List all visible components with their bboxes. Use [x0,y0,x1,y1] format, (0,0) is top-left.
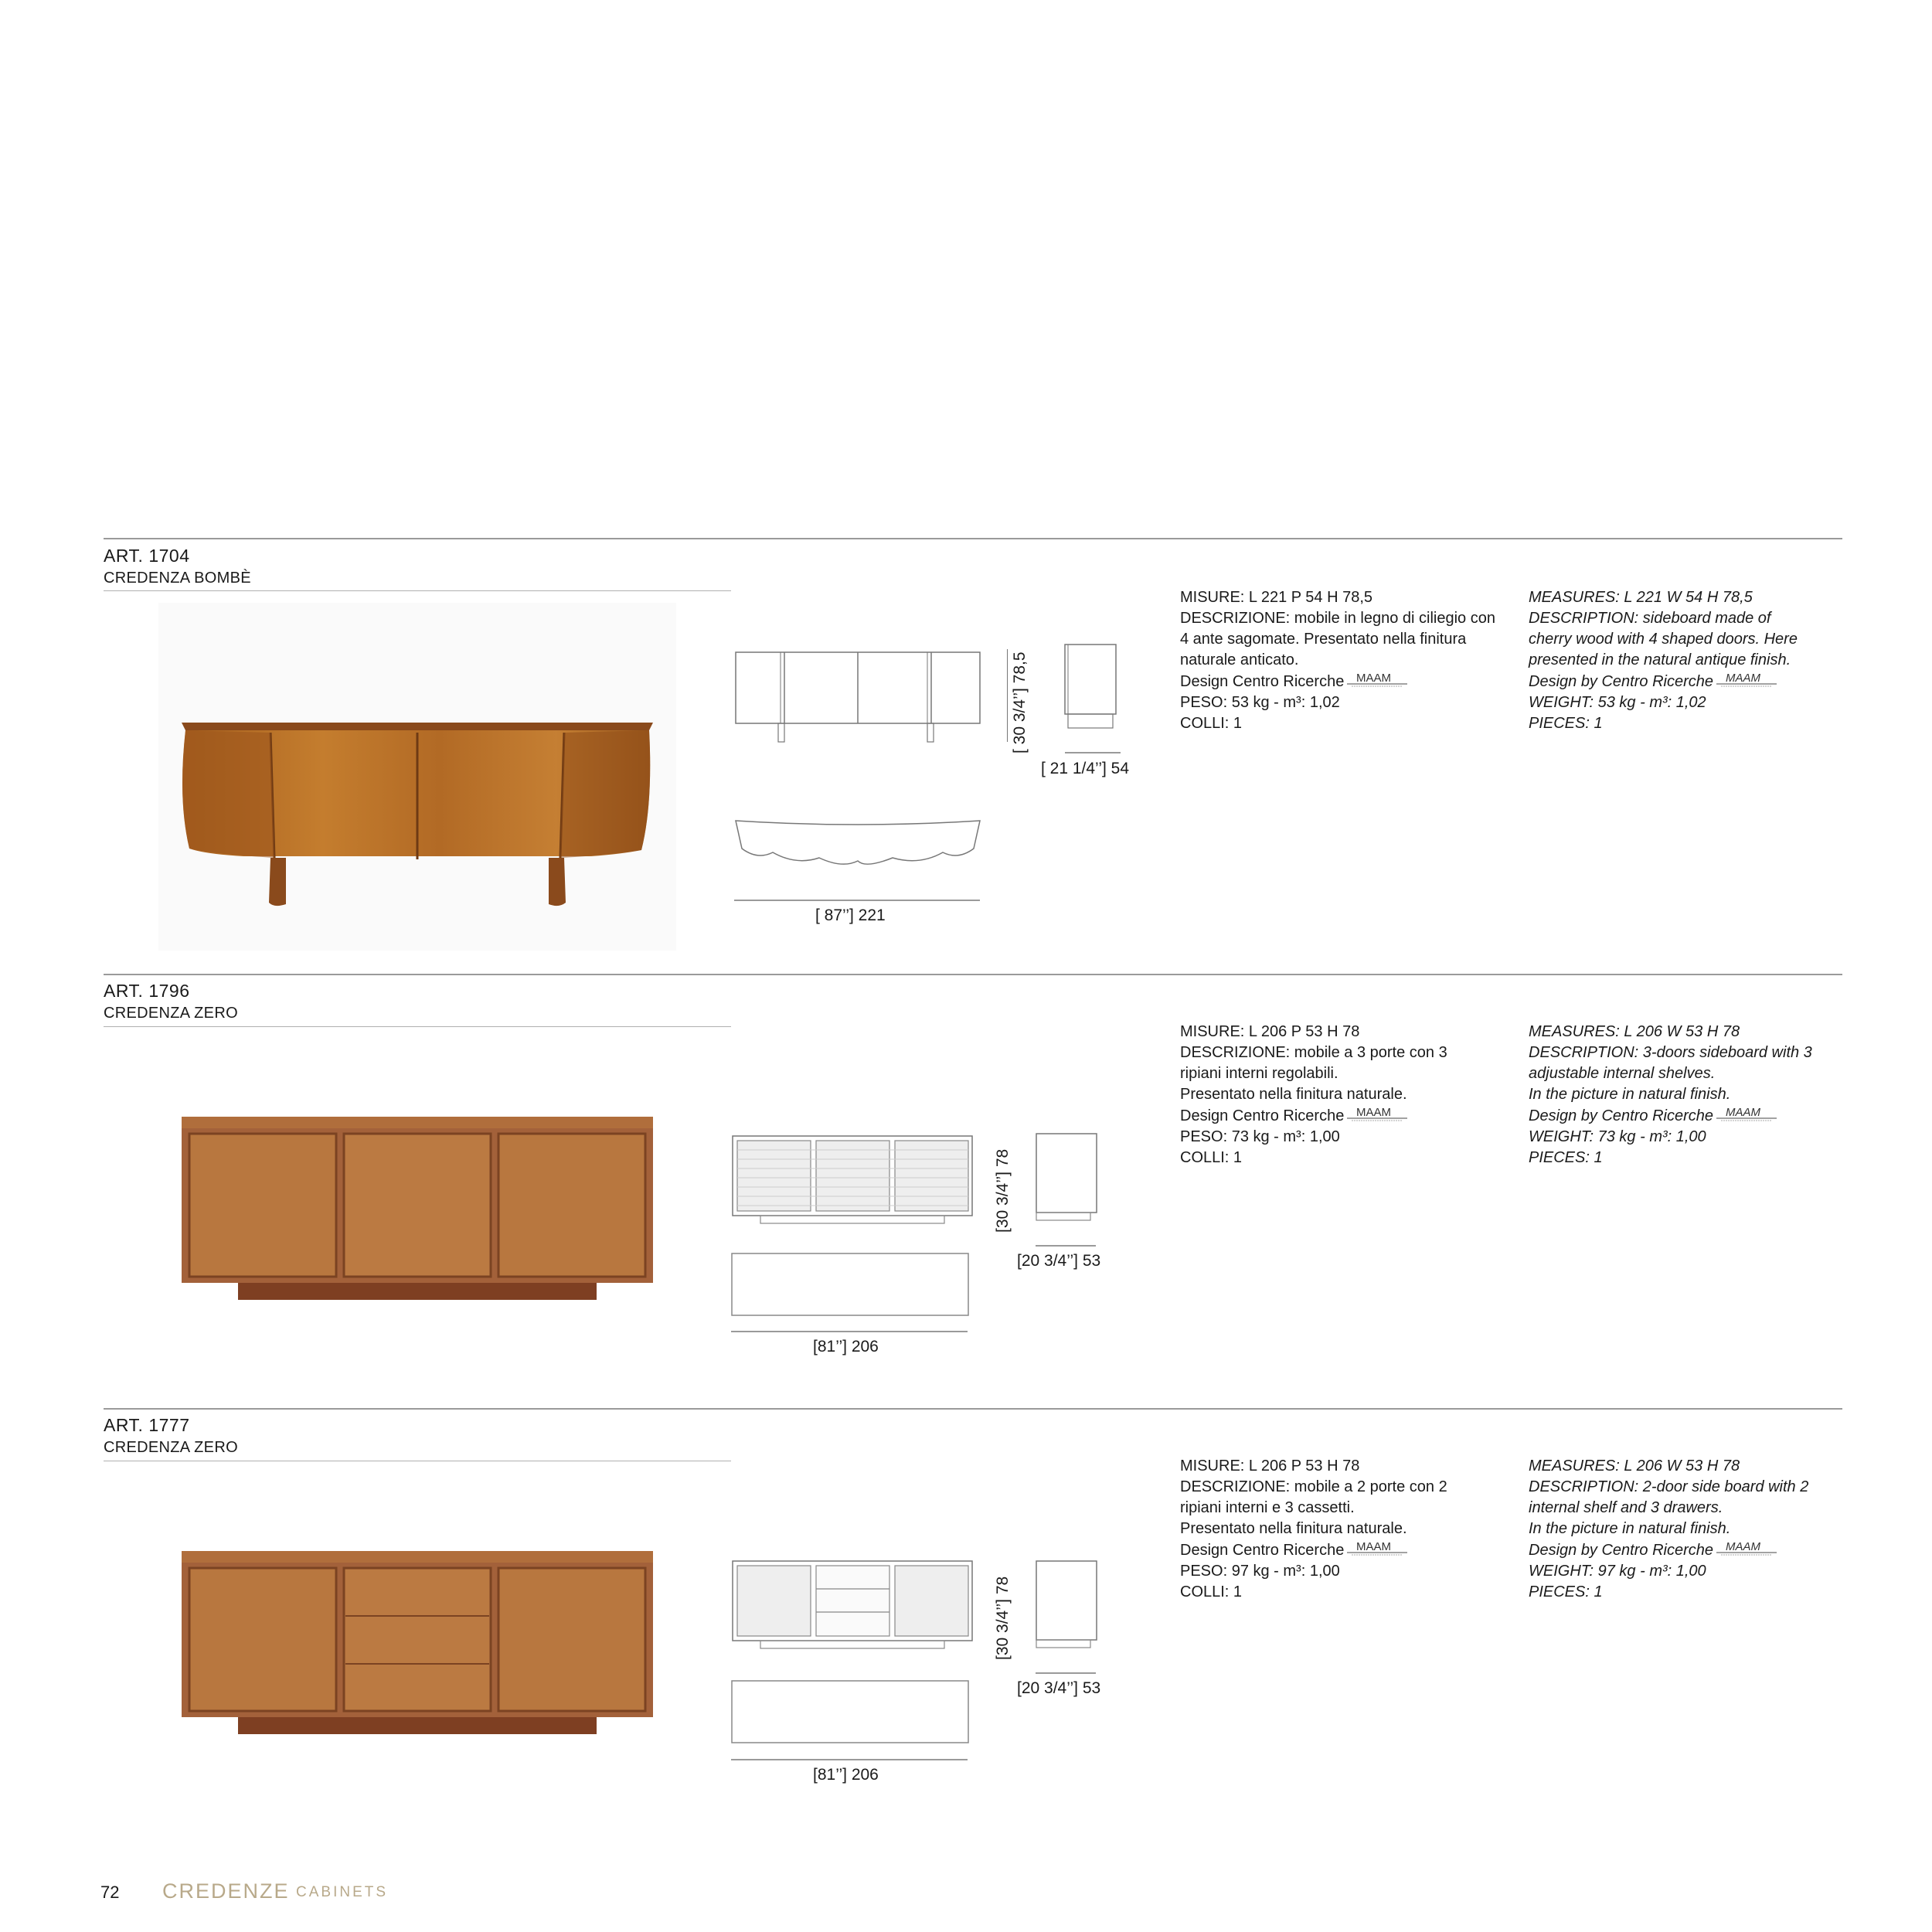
product-photo-bombe [158,603,676,951]
footer-subcategory: CABINETS [296,1884,389,1900]
spec-line: ripiani interni regolabili. [1180,1065,1338,1082]
spec-line: WEIGHT: 97 kg - m³: 1,00 [1529,1563,1706,1580]
spec-design-line [1529,1105,1861,1127]
height-dim-line [1007,649,1008,742]
spec-line: MISURE: L 206 P 53 H 78 [1180,1458,1360,1475]
width-dim-line [731,1759,968,1760]
spec-line: WEIGHT: 53 kg - m³: 1,02 [1529,694,1706,711]
spec-design-line [1180,671,1512,692]
product-photo-zero-3door [182,1117,653,1302]
article-name: CREDENZA BOMBÈ [104,570,251,587]
width-dim-line [734,900,980,901]
spec-line: MISURE: L 221 P 54 H 78,5 [1180,589,1373,606]
article-name: CREDENZA ZERO [104,1005,238,1022]
drawing-side-view [1059,641,1121,734]
spec-line: Design Centro Ricerche [1180,1542,1345,1559]
svg-text:MAAM: MAAM [1356,672,1392,685]
article-code: ART. 1704 [104,546,190,566]
spec-line: DESCRIZIONE: mobile a 3 porte con 3 [1180,1044,1447,1061]
spec-line: MISURE: L 206 P 53 H 78 [1180,1023,1360,1040]
spec-line: Presentato nella finitura naturale. [1180,1520,1407,1537]
page-number: 72 [100,1883,120,1902]
spec-line: COLLI: 1 [1180,715,1243,732]
svg-text:MAAM: MAAM [1356,1106,1392,1119]
product-photo-zero-drawers [182,1551,653,1736]
drawing-top-view [734,818,981,879]
svg-text:MAAM: MAAM [1726,1540,1760,1553]
maam-logo [1347,671,1407,688]
maam-logo [1716,1539,1777,1556]
spec-line: DESCRIPTION: 2-door side board with 2 [1529,1478,1809,1495]
spec-line: adjustable internal shelves. [1529,1065,1716,1082]
height-dimension: [30 3/4’’] 78 [994,1148,1012,1233]
spec-line: 4 ante sagomate. Presentato nella finitura [1180,631,1467,648]
spec-english [1529,587,1861,734]
height-dimension: [ 30 3/4’’] 78,5 [1011,651,1029,753]
spec-line: naturale anticato. [1180,651,1299,668]
spec-line: PIECES: 1 [1529,1583,1603,1600]
spec-design-line [1180,1539,1512,1561]
spec-line: Design by Centro Ricerche [1529,673,1713,690]
spec-line: Design by Centro Ricerche [1529,1542,1713,1559]
spec-design-line [1180,1105,1512,1127]
spec-line: internal shelf and 3 drawers. [1529,1499,1723,1516]
width-dim-line [731,1331,968,1332]
title-underline [104,590,731,591]
spec-line: In the picture in natural finish. [1529,1520,1731,1537]
spec-line: MEASURES: L 206 W 53 H 78 [1529,1458,1740,1475]
spec-italian [1180,1022,1512,1168]
section-divider [104,538,1842,539]
spec-line: COLLI: 1 [1180,1149,1243,1166]
spec-line: Design Centro Ricerche [1180,1107,1345,1124]
article-code: ART. 1777 [104,1415,190,1435]
article-name: CREDENZA ZERO [104,1439,238,1456]
depth-dimension: [ 21 1/4’’] 54 [1041,760,1130,777]
spec-line: MEASURES: L 206 W 53 H 78 [1529,1023,1740,1040]
maam-logo [1716,671,1777,688]
section-divider [104,974,1842,975]
depth-dim-line [1065,752,1121,753]
maam-logo [1716,1105,1777,1122]
width-dimension: [ 87’’] 221 [815,906,886,924]
height-dimension: [30 3/4’’] 78 [994,1576,1012,1660]
spec-italian [1180,587,1512,734]
spec-line: PIECES: 1 [1529,1149,1603,1166]
width-dimension: [81’’] 206 [813,1338,879,1355]
svg-text:MAAM: MAAM [1356,1540,1392,1553]
spec-english [1529,1022,1861,1168]
spec-line: PESO: 53 kg - m³: 1,02 [1180,694,1340,711]
title-underline [104,1026,731,1027]
width-dimension: [81’’] 206 [813,1766,879,1784]
spec-line: WEIGHT: 73 kg - m³: 1,00 [1529,1128,1706,1145]
spec-line: presented in the natural antique finish. [1529,651,1791,668]
maam-logo [1347,1105,1407,1122]
spec-line: In the picture in natural finish. [1529,1086,1731,1103]
drawing-front-view [734,646,981,747]
spec-line: Design by Centro Ricerche [1529,1107,1713,1124]
spec-line: DESCRIZIONE: mobile a 2 porte con 2 [1180,1478,1447,1495]
spec-design-line [1529,1539,1861,1561]
spec-italian [1180,1456,1512,1603]
drawing-top-view [730,1679,970,1745]
depth-dimension: [20 3/4’’] 53 [1017,1252,1101,1270]
spec-line: PIECES: 1 [1529,715,1603,732]
spec-line: ripiani interni e 3 cassetti. [1180,1499,1355,1516]
depth-dim-line [1036,1672,1096,1674]
article-code: ART. 1796 [104,981,190,1001]
depth-dimension: [20 3/4’’] 53 [1017,1679,1101,1697]
spec-english [1529,1456,1861,1603]
spec-line: MEASURES: L 221 W 54 H 78,5 [1529,589,1753,606]
drawing-side-view [1034,1132,1100,1225]
drawing-side-view [1034,1560,1100,1652]
drawing-top-view [730,1252,970,1318]
maam-logo [1347,1539,1407,1556]
footer-category: CREDENZE [162,1879,290,1903]
svg-text:MAAM: MAAM [1726,672,1760,685]
spec-line: Presentato nella finitura naturale. [1180,1086,1407,1103]
spec-line: DESCRIPTION: 3-doors sideboard with 3 [1529,1044,1812,1061]
section-divider [104,1408,1842,1410]
spec-line: COLLI: 1 [1180,1583,1243,1600]
spec-line: DESCRIPTION: sideboard made of [1529,610,1771,627]
svg-text:MAAM: MAAM [1726,1106,1760,1119]
drawing-front-view [731,1560,975,1652]
spec-line: DESCRIZIONE: mobile in legno di ciliegio con [1180,610,1495,627]
drawing-front-view [731,1134,975,1227]
spec-line: PESO: 73 kg - m³: 1,00 [1180,1128,1340,1145]
depth-dim-line [1036,1245,1096,1247]
spec-design-line [1529,671,1861,692]
spec-line: Design Centro Ricerche [1180,673,1345,690]
spec-line: PESO: 97 kg - m³: 1,00 [1180,1563,1340,1580]
spec-line: cherry wood with 4 shaped doors. Here [1529,631,1798,648]
